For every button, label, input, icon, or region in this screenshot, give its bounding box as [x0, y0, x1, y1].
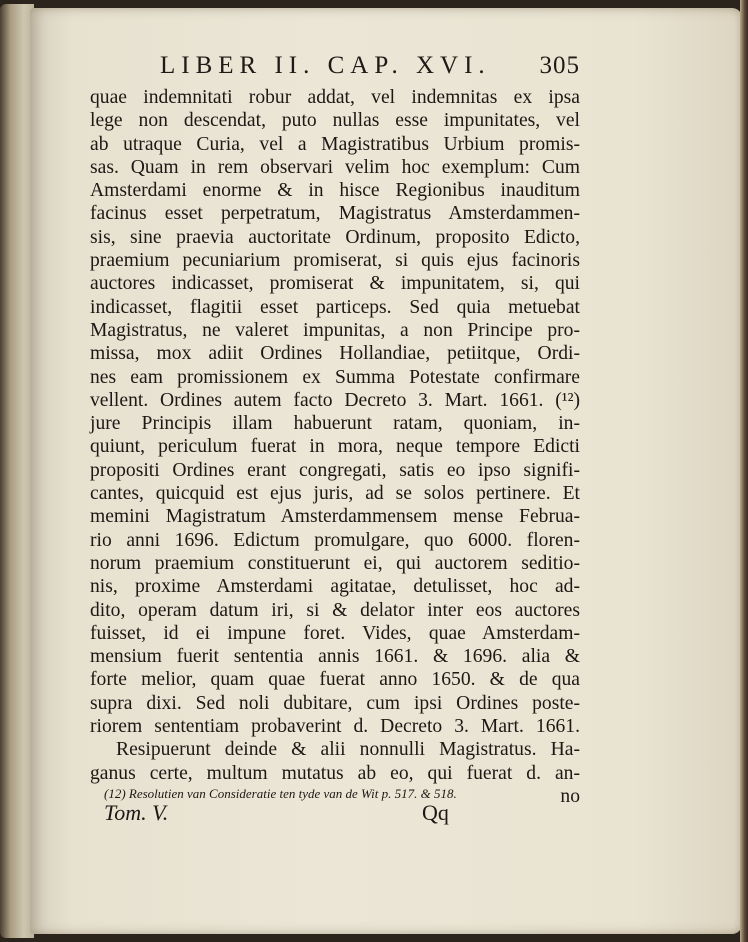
text-line: sas. Quam in rem observari velim hoc exemplum: Cum — [90, 156, 580, 178]
text-line: vellent. Ordines autem facto Decreto 3. Mart. 1661. (¹²) — [90, 389, 580, 411]
paragraph-first-line: Resipuerunt deinde & alii nonnulli Magistratus. Ha- — [116, 739, 580, 761]
text-line: mensium fuerit sententia annis 1661. & 1696. alia & — [90, 646, 580, 668]
text-line: supra dixi. Sed noli dubitare, cum ipsi Ordines poste- — [90, 692, 580, 714]
text-line: memini Magistratum Amsterdammensem mense Februa- — [90, 506, 580, 528]
text-line: lege non descendat, puto nullas esse impunitates, vel — [90, 110, 580, 132]
text-line: sis, sine praevia auctoritate Ordinum, proposito Edicto, — [90, 226, 580, 248]
text-line: norum praemium constituerunt ei, qui auctorem seditio- — [90, 552, 580, 574]
text-line: Amsterdami enorme & in hisce Regionibus inauditum — [90, 180, 580, 202]
volume-label: Tom. V. — [104, 800, 169, 825]
catchword: no — [560, 785, 580, 807]
text-line: nes eam promissionem ex Summa Potestate confirmare — [90, 366, 580, 388]
text-line: facinus esset perpetratum, Magistratus Amsterdammen- — [90, 203, 580, 225]
text-line: praemium pecuniarium promiserat, si quis ejus facinoris — [90, 250, 580, 272]
text-line: ab utraque Curia, vel a Magistratibus Urbium promis- — [90, 133, 580, 155]
text-line: auctores indicasset, promiserat & impunitatem, si, qui — [90, 273, 580, 295]
text-line: Magistratus, ne valeret impunitas, a non Principe pro- — [90, 319, 580, 341]
text-line: jure Principis illam habuerunt ratam, quoniam, in- — [90, 413, 580, 435]
text-line: cantes, quicquid est ejus juris, ad se solos pertinere. Et — [90, 483, 580, 505]
book-cover-edge — [740, 0, 748, 942]
signature-line — [104, 800, 574, 826]
running-title: LIBER II. CAP. XVI. — [160, 52, 491, 79]
text-line: nis, proxime Amsterdami agitatae, detulisset, hoc ad- — [90, 576, 580, 598]
text-line: forte melior, quam quae fuerat anno 1650. & de qua — [90, 669, 580, 691]
text-line: fuisset, id ei impune foret. Vides, quae Amsterdam- — [90, 622, 580, 644]
page-number: 305 — [539, 52, 580, 79]
text-line: riorem sententiam probaverint d. Decreto 3. Mart. 1661. — [90, 716, 580, 738]
footnote: (12) Resolutien van Consideratie ten tyde van de Wit p. 517. & 518. — [104, 786, 457, 801]
text-line: rio anni 1696. Edictum promulgare, quo 6000. floren- — [90, 529, 580, 551]
signature-mark: Qq — [422, 800, 449, 825]
text-line: propositi Ordines erant congregati, satis eo ipso signifi- — [90, 459, 580, 481]
body-text — [90, 86, 580, 808]
text-line: dito, operam datum iri, si & delator inter eos auctores — [90, 599, 580, 621]
running-header — [160, 52, 580, 80]
text-line: quae indemnitati robur addat, vel indemnitas ex ipsa — [90, 87, 580, 108]
page-edge-left — [0, 4, 34, 938]
text-line: missa, mox adiit Ordines Hollandiae, petiitque, Ordi- — [90, 343, 580, 365]
text-line: indicasset, flagitii esset particeps. Sed quia metuebat — [90, 296, 580, 318]
text-line: ganus certe, multum mutatus ab eo, qui fuerat d. an- — [90, 762, 580, 784]
text-line: quiunt, periculum fuerat in mora, neque tempore Edicti — [90, 436, 580, 458]
